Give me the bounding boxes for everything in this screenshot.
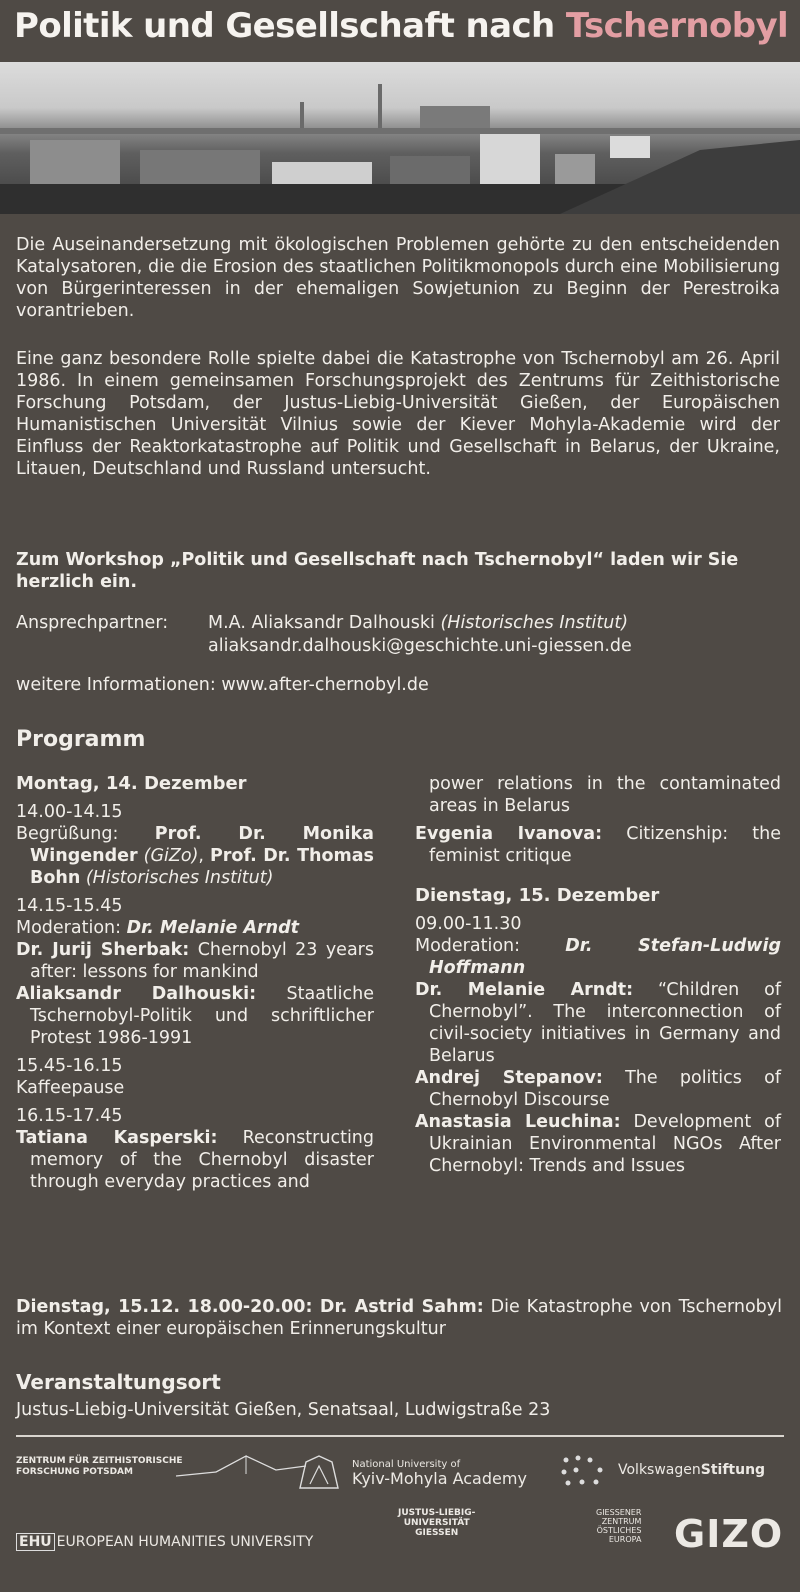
vw-stiftung: Stiftung	[700, 1462, 766, 1478]
jlu-line-1: JUSTUS-LIEBIG-	[398, 1508, 476, 1518]
greeting-person-1: Prof. Dr. Monika Wingender	[30, 824, 374, 866]
photo-illustration	[0, 62, 800, 214]
speaker-name: Tatiana Kasperski:	[16, 1128, 218, 1148]
day2-title: Dienstag, 15. Dezember	[415, 885, 660, 906]
program-heading: Programm	[16, 727, 146, 752]
title-accent: Tschernobyl	[565, 6, 789, 46]
contact-email: aliaksandr.dalhouski@geschichte.uni-giessen.de	[208, 636, 632, 656]
program-right-column	[415, 773, 781, 1177]
day1-talk-3	[16, 1127, 374, 1193]
ehu-mark: EHU	[16, 1533, 55, 1551]
kyiv-mohyla-line-2: Kyiv-Mohyla Academy	[352, 1469, 527, 1488]
day1-time-3: 15.45-16.15	[16, 1056, 123, 1076]
day2-talk-2	[415, 1067, 781, 1111]
day1-time-2: 14.15-15.45	[16, 896, 123, 916]
more-info-link: weitere Informationen: www.after-chernobyl.de	[16, 675, 429, 695]
title-main: Politik und Gesellschaft nach	[14, 6, 566, 46]
kyiv-mohyla-line-1: National University of	[352, 1459, 461, 1470]
day2-talk-3	[415, 1111, 781, 1177]
gizo-caption	[596, 1508, 641, 1544]
volkswagen-stiftung-logo	[618, 1462, 765, 1478]
greeting-label: Begrüßung:	[16, 824, 155, 844]
moderator-name: Dr. Stefan-Ludwig Hoffmann	[429, 936, 781, 978]
zzf-logo	[16, 1456, 183, 1478]
intro-paragraph-1: Die Auseinandersetzung mit ökologischen Problemen gehörte zu den entscheidenden Katalysatoren, die die Erosion des staatlichen Politikmonopols durch eine Mobilisierung von Bürgerinteressen in der ehemaligen Sowjetunion zu Beginn der Perestroika vorantrieben.	[16, 235, 780, 321]
venue-heading: Veranstaltungsort	[16, 1370, 221, 1394]
intro-paragraph-2: Eine ganz besondere Rolle spielte dabei die Katastrophe von Tschernobyl am 26. April 1986. In einem gemeinsamen Forschungsprojekt des Zentrums für Zeithistorische Forschung Potsdam, der Justus-Liebig-Universität Gießen, der Europäischen Humanistischen Universität Vilnius sowie der Kiever Mohyla-Akademie wird der Einfluss der Reaktorkatastrophe auf Politik und Gesellschaft in Belarus, der Ukraine, Litauen, Deutschland und Russland untersucht.	[16, 349, 780, 479]
talk-title: “Children of Chernobyl”. The interconnection of civil-society initiatives in Germany and Belarus	[429, 980, 781, 1066]
ehu-logo	[16, 1534, 313, 1550]
day1-talk-2	[16, 983, 374, 1049]
flyer-title	[14, 6, 794, 46]
speaker-name: Aliaksandr Dalhouski:	[16, 984, 257, 1004]
day1-talk-1	[16, 939, 374, 983]
day1-talk-4	[415, 823, 781, 867]
day1-talk-3-continued: power relations in the contaminated areas in Belarus	[429, 774, 781, 816]
venue-address: Justus-Liebig-Universität Gießen, Senatsaal, Ludwigstraße 23	[16, 1400, 551, 1420]
contact-label: Ansprechpartner:	[16, 613, 169, 633]
gizo-line-2: ZENTRUM	[601, 1517, 642, 1526]
evening-title: Die Katastrophe von Tschernobyl im Kontext einer europäischen Erinnerungskultur	[16, 1297, 782, 1339]
moderator-name: Dr. Melanie Arndt	[126, 918, 300, 938]
contact-person	[208, 612, 628, 634]
speaker-name: Anastasia Leuchina:	[415, 1112, 621, 1132]
ehu-name: EUROPEAN HUMANITIES UNIVERSITY	[56, 1534, 314, 1550]
greeting-person-2: Prof. Dr. Thomas Bohn	[30, 846, 374, 888]
zzf-logo-line-1: ZENTRUM FÜR ZEITHISTORISCHE	[16, 1456, 183, 1466]
program-left-column	[16, 773, 374, 1193]
greeting-inst-2: (Historisches Institut)	[80, 868, 274, 888]
talk-title: Development of Ukrainian Environmental NGOs After Chernobyl: Trends and Issues	[429, 1112, 781, 1176]
moderation-label: Moderation:	[16, 918, 127, 938]
greeting-inst-1: (GiZo)	[137, 846, 199, 866]
chernobyl-photo	[0, 62, 800, 214]
gizo-line-3: ÖSTLICHES	[596, 1526, 642, 1535]
evening-lead: Dienstag, 15.12. 18.00-20.00: Dr. Astrid Sahm:	[16, 1297, 484, 1317]
day1-title: Montag, 14. Dezember	[16, 773, 247, 794]
vw-name: Volkswagen	[618, 1462, 701, 1478]
speaker-name: Evgenia Ivanova:	[415, 824, 603, 844]
day2-talk-1	[415, 979, 781, 1067]
kyiv-mohyla-logo	[352, 1458, 527, 1486]
moderation-label: Moderation:	[415, 936, 566, 956]
evening-event	[16, 1296, 782, 1340]
divider	[16, 1435, 784, 1437]
talk-title: The politics of Chernobyl Discourse	[429, 1068, 781, 1110]
speaker-name: Dr. Jurij Sherbak:	[16, 940, 190, 960]
day1-coffee-break: Kaffeepause	[16, 1078, 125, 1098]
contact-institute: (Historisches Institut)	[440, 613, 629, 633]
day1-moderation	[16, 917, 374, 939]
jlu-giessen-logo	[398, 1508, 475, 1538]
day1-time-4: 16.15-17.45	[16, 1106, 123, 1126]
kyiv-mohyla-crest-icon	[296, 1454, 342, 1490]
zzf-bridge-icon	[176, 1452, 306, 1478]
speaker-name: Andrej Stepanov:	[415, 1068, 603, 1088]
volkswagen-dots-icon	[560, 1454, 606, 1488]
talk-title: Reconstructing memory of the Chernobyl disaster through everyday practices and	[30, 1128, 375, 1192]
talk-title: Citizenship: the feminist critique	[429, 824, 781, 866]
talk-title: Chernobyl 23 years after: lessons for mankind	[30, 940, 374, 982]
greeting-sep: ,	[198, 846, 210, 866]
zzf-logo-line-2: FORSCHUNG POTSDAM	[16, 1467, 133, 1477]
gizo-logo: GIZO	[674, 1512, 784, 1556]
speaker-name: Dr. Melanie Arndt:	[415, 980, 634, 1000]
day1-time-1: 14.00-14.15	[16, 802, 123, 822]
day2-moderation	[415, 935, 781, 979]
gizo-line-1: GIESSENER	[596, 1508, 642, 1517]
day2-time-1: 09.00-11.30	[415, 914, 522, 934]
jlu-line-3: GIESSEN	[415, 1528, 459, 1538]
gizo-line-4: EUROPA	[608, 1535, 642, 1544]
contact-name: M.A. Aliaksandr Dalhouski	[208, 613, 435, 633]
workshop-invitation: Zum Workshop „Politik und Gesellschaft nach Tschernobyl“ laden wir Sie herzlich ein.	[16, 550, 739, 592]
day1-greeting	[16, 823, 374, 889]
jlu-line-2: UNIVERSITÄT	[403, 1518, 470, 1528]
talk-title: Staatliche Tschernobyl-Politik und schriftlicher Protest 1986-1991	[30, 984, 375, 1048]
